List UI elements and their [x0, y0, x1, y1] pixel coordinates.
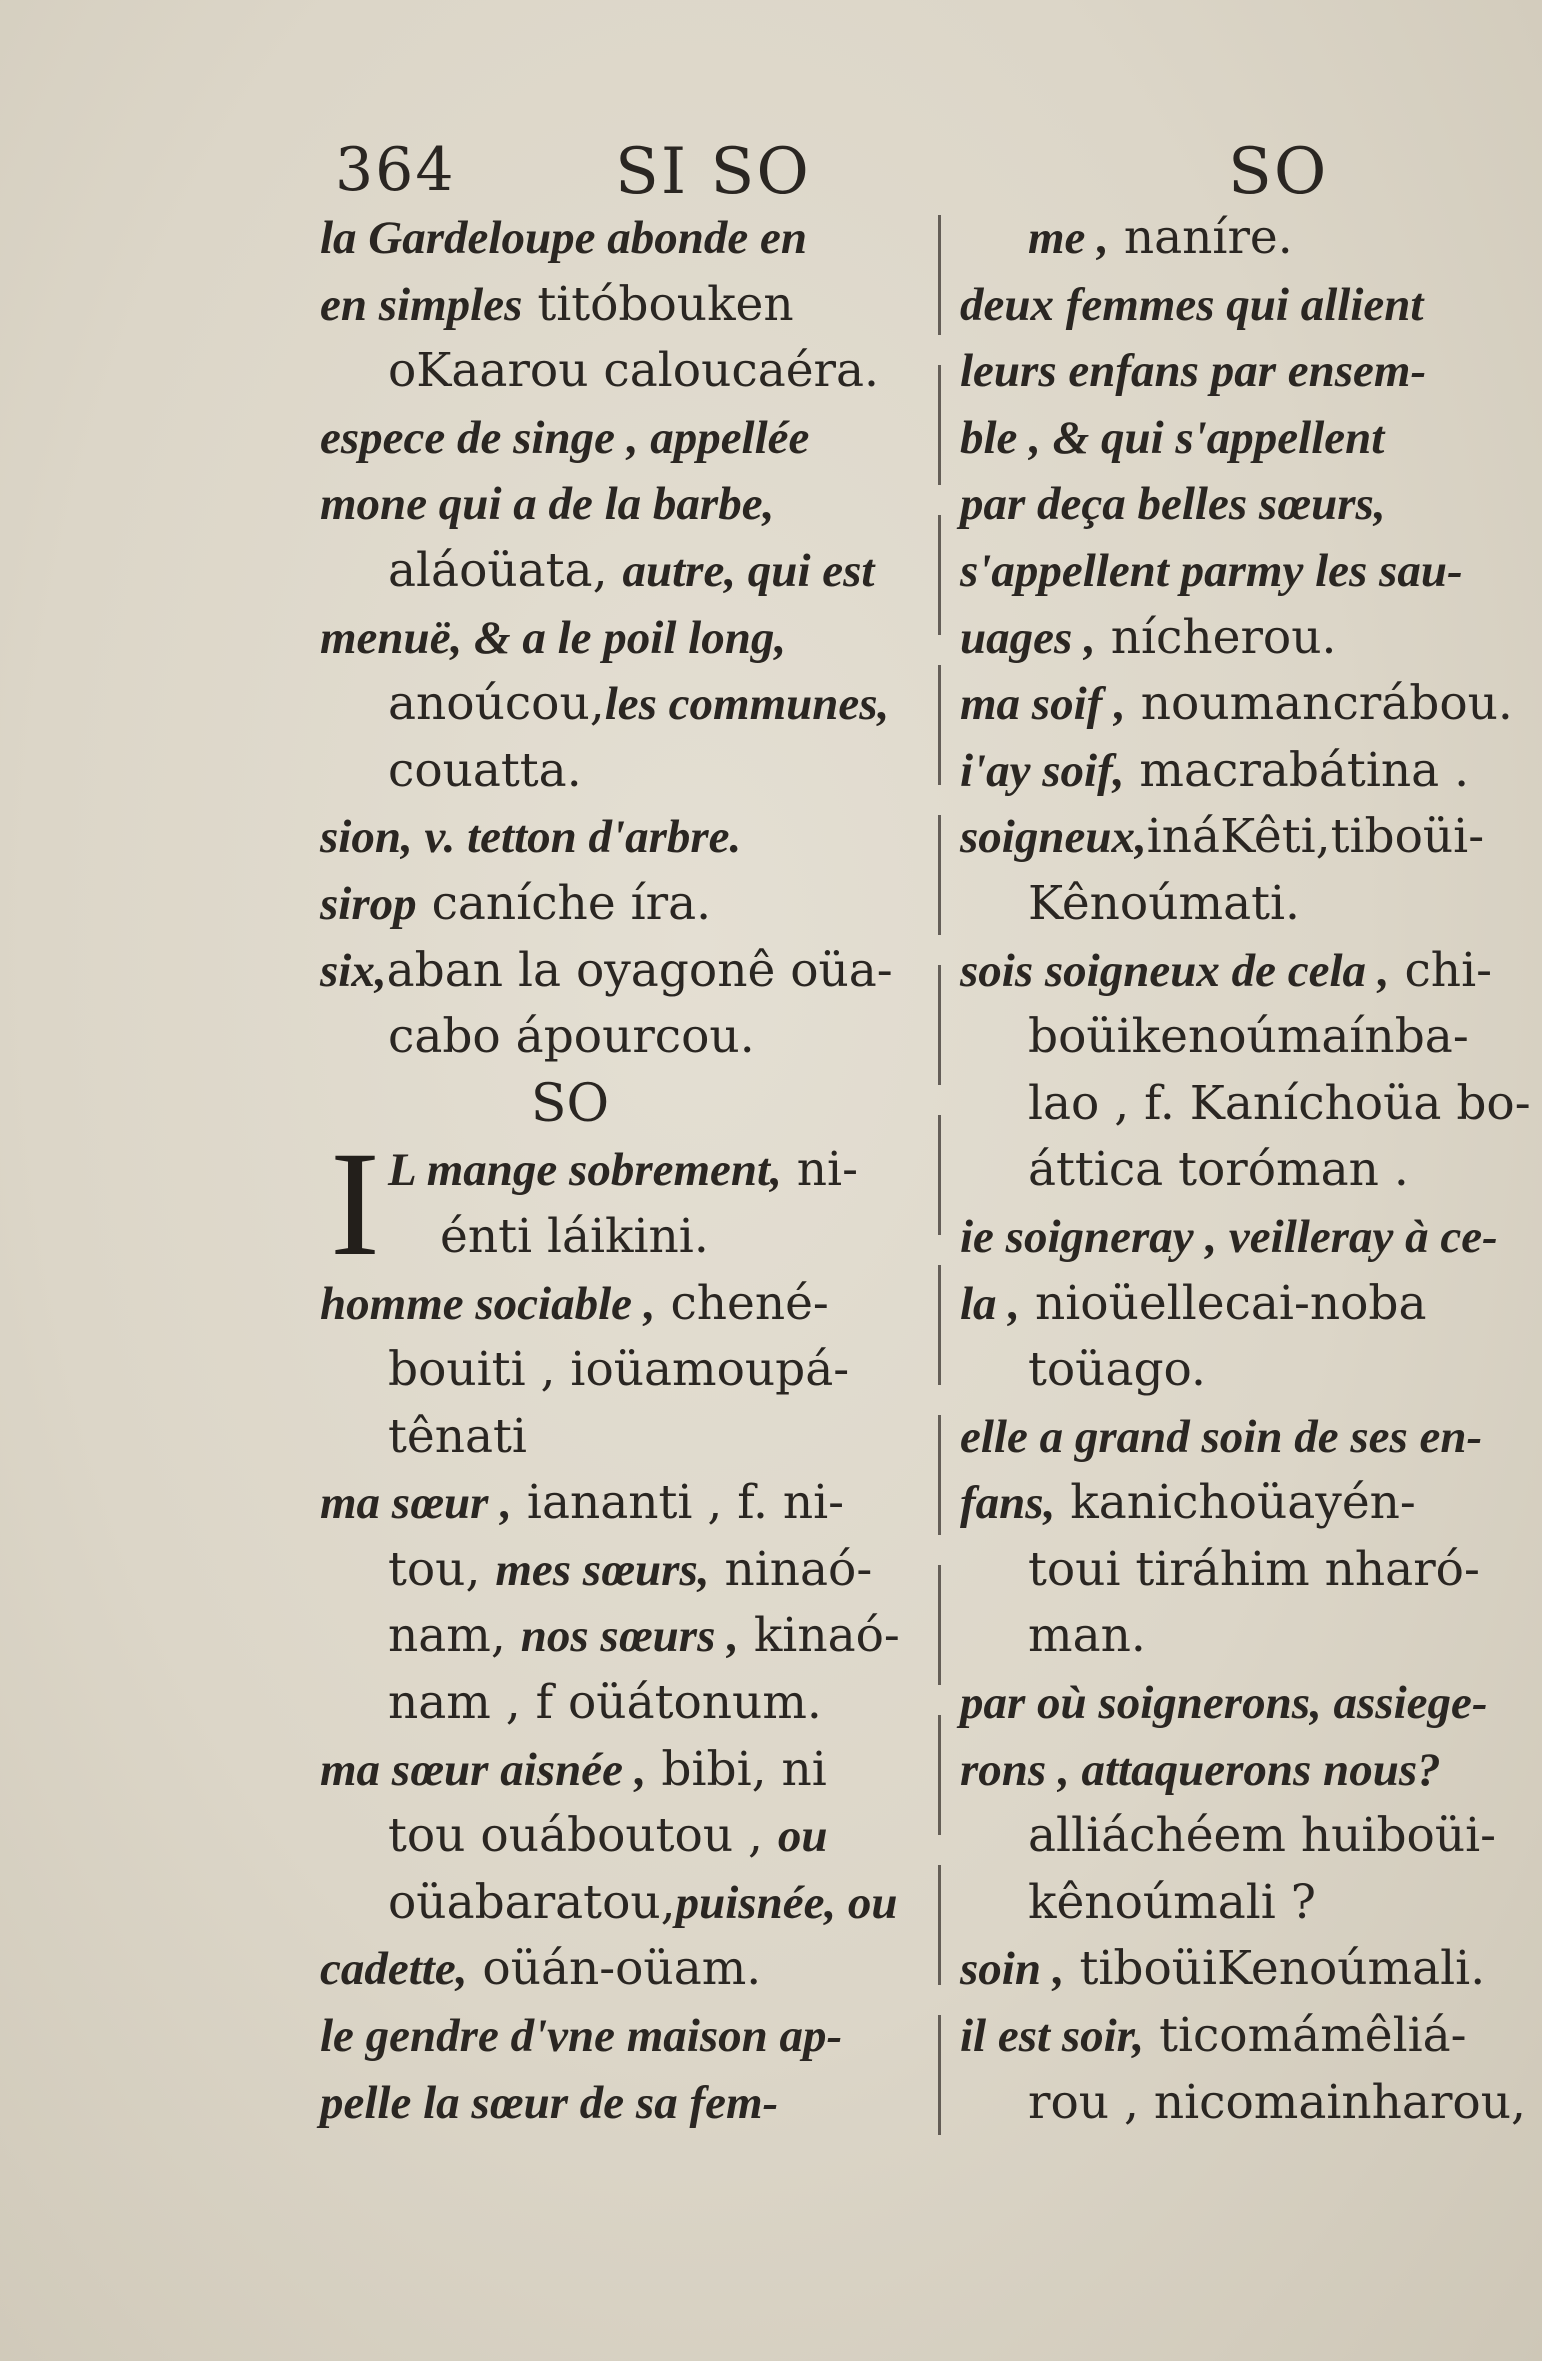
dictionary-line: [960, 1337, 1520, 1404]
french-term: cadette,: [320, 1943, 468, 1996]
french-term: mone qui a de la barbe,: [320, 478, 775, 531]
carib-term: iananti , f. ni-: [511, 1475, 845, 1531]
carib-term: ticomámêliá-: [1144, 2008, 1467, 2064]
french-term: mes sœurs,: [495, 1543, 710, 1596]
dictionary-line: [320, 338, 920, 405]
dictionary-line: [960, 471, 1520, 538]
french-term: par deça belles sœurs,: [960, 478, 1386, 531]
dictionary-line: [960, 1670, 1520, 1737]
carib-term: rou , nicomainharou,: [1028, 2074, 1526, 2130]
carib-term: toüago.: [1028, 1342, 1206, 1398]
french-term: la ,: [960, 1277, 1021, 1330]
dictionary-line: [320, 1803, 920, 1870]
carib-term: ni-: [781, 1142, 858, 1198]
french-term: ble , & qui s'appellent: [960, 411, 1385, 464]
french-term: espece de singe , appellée: [320, 411, 810, 464]
dictionary-line: [960, 1603, 1520, 1670]
dictionary-line: [960, 405, 1520, 472]
page-number: 364: [335, 135, 456, 205]
carib-term: oKaarou caloucaéra.: [388, 343, 879, 399]
french-term: ma sœur ,: [320, 1477, 512, 1530]
running-head-right: SO: [1228, 135, 1329, 209]
dictionary-line: [960, 1404, 1520, 1471]
dictionary-line: [320, 1204, 920, 1271]
french-term: ou: [777, 1810, 828, 1863]
dictionary-line: [320, 871, 920, 938]
dictionary-line: [960, 538, 1520, 605]
carib-term: toui tiráhim nharó-: [1028, 1541, 1480, 1597]
dictionary-line: [960, 205, 1520, 272]
carib-term: nícherou.: [1095, 609, 1337, 665]
carib-term: kanichoüayén-: [1055, 1475, 1416, 1531]
dictionary-line: [960, 1537, 1520, 1604]
carib-term: caníche íra.: [416, 875, 712, 931]
carib-term: anoúcou,: [388, 676, 605, 732]
french-term: fans,: [960, 1477, 1056, 1530]
dictionary-line: [320, 1337, 920, 1404]
carib-term: áttica toróman .: [1028, 1142, 1409, 1198]
dictionary-line: [960, 1803, 1520, 1870]
dictionary-line: [960, 738, 1520, 805]
french-term: menuë, & a le poil long,: [320, 611, 787, 664]
dictionary-line: [960, 671, 1520, 738]
french-term: L mange sobrement,: [388, 1144, 782, 1197]
carib-term: chené-: [655, 1275, 829, 1331]
carib-term: tênati: [388, 1408, 527, 1464]
carib-term: aláoüata,: [388, 542, 623, 598]
carib-term: chi-: [1389, 942, 1492, 998]
french-term: en simples: [320, 278, 523, 331]
french-term: elle a grand soin de ses en-: [960, 1410, 1483, 1463]
carib-term: lao , f. Kaníchoüa bo-: [1028, 1075, 1531, 1131]
french-term: deux femmes qui allient: [960, 278, 1424, 331]
dictionary-line: [960, 804, 1520, 871]
dictionary-line: [960, 272, 1520, 339]
dictionary-line: [320, 671, 920, 738]
french-term: la Gardeloupe abonde en: [320, 212, 807, 264]
dictionary-line: [960, 605, 1520, 672]
carib-term: naníre.: [1108, 210, 1293, 265]
dictionary-line: [320, 1870, 920, 1937]
dictionary-line: [320, 1737, 920, 1804]
french-term: pelle la sœur de sa fem-: [320, 2076, 779, 2129]
dictionary-line: [320, 2070, 920, 2137]
dictionary-line: [320, 1936, 920, 2003]
carib-term: macrabátina .: [1124, 742, 1470, 798]
dictionary-line: [320, 1271, 920, 1338]
carib-term: oüán-oüam.: [467, 1941, 762, 1997]
french-term: sois soigneux de cela ,: [960, 944, 1390, 997]
dictionary-line: [320, 272, 920, 339]
carib-term: kinaó-: [738, 1608, 900, 1664]
column-divider: [938, 215, 941, 2145]
carib-term: ináKêti,tiboüi-: [1146, 809, 1485, 865]
running-head-left: SI SO: [615, 135, 811, 209]
french-term: sirop: [320, 877, 417, 930]
carib-term: nioüellecai-noba: [1020, 1275, 1427, 1331]
carib-term: ninaó-: [709, 1541, 873, 1597]
dictionary-line: [960, 1870, 1520, 1937]
french-term: leurs enfans par ensem-: [960, 345, 1427, 398]
dictionary-line: [320, 1537, 920, 1604]
dictionary-line: [960, 1737, 1520, 1804]
dictionary-line: [320, 1137, 920, 1204]
french-term: homme sociable ,: [320, 1277, 656, 1330]
dictionary-line: [960, 1271, 1520, 1338]
dictionary-line: [960, 1137, 1520, 1204]
dictionary-line: [960, 871, 1520, 938]
dictionary-line: [320, 1404, 920, 1471]
french-term: ma soif ,: [960, 678, 1126, 731]
carib-term: nam,: [388, 1608, 521, 1664]
dictionary-line: [320, 738, 920, 805]
dictionary-line: [320, 1470, 920, 1537]
french-term: sion, v. tetton d'arbre.: [320, 811, 742, 864]
carib-term: noumancrábou.: [1125, 676, 1513, 732]
carib-term: titóbouken: [522, 276, 794, 332]
right-column: [960, 205, 1531, 2136]
drop-initial: I: [330, 1121, 380, 1288]
french-term: le gendre d'vne maison ap-: [320, 2010, 843, 2063]
dictionary-line: [960, 1204, 1520, 1271]
french-term: autre, qui est: [622, 544, 875, 597]
dictionary-line: [320, 538, 920, 605]
french-term: me ,: [1028, 212, 1109, 264]
carib-term: bibi, ni: [646, 1741, 827, 1797]
section-heading: SO: [530, 1073, 610, 1134]
french-term: ma sœur aisnée ,: [320, 1743, 647, 1796]
french-term: rons , attaquerons nous?: [960, 1743, 1441, 1796]
dictionary-line: [320, 804, 920, 871]
carib-term: cabo ápourcou.: [388, 1009, 755, 1065]
carib-term: alliáchéem huiboüi-: [1028, 1808, 1497, 1864]
carib-term: aban la oyagonê oüa-: [386, 942, 893, 998]
carib-term: tou,: [388, 1541, 496, 1597]
carib-term: tou ouáboutou ,: [388, 1808, 778, 1864]
carib-term: énti láikini.: [440, 1208, 709, 1264]
dictionary-line: [320, 205, 920, 272]
dictionary-line: [960, 1936, 1520, 2003]
dictionary-line: [960, 1071, 1531, 1138]
dictionary-line: [960, 938, 1520, 1005]
carib-term: nam , f oüátonum.: [388, 1675, 822, 1731]
dictionary-line: [320, 2003, 920, 2070]
left-column: [320, 205, 920, 2136]
french-term: soin ,: [960, 1943, 1065, 1996]
carib-term: tiboüiKenoúmali.: [1064, 1941, 1486, 1997]
french-term: six,: [320, 944, 387, 997]
carib-term: bouiti , ioüamoupá-: [388, 1342, 850, 1398]
dictionary-line: [960, 1004, 1520, 1071]
dictionary-line: [320, 1670, 920, 1737]
carib-term: Kênoúmati.: [1028, 875, 1300, 931]
dictionary-line: [320, 1004, 920, 1071]
dictionary-line: [960, 338, 1520, 405]
carib-term: man.: [1028, 1608, 1146, 1664]
french-term: soigneux,: [960, 811, 1147, 864]
dictionary-line: [960, 2070, 1526, 2137]
dictionary-line: [960, 1470, 1520, 1537]
dictionary-line: [320, 405, 920, 472]
dictionary-line: [320, 1071, 920, 1138]
dictionary-line: [320, 605, 920, 672]
dictionary-line: [960, 2003, 1520, 2070]
french-term: les communes,: [604, 678, 890, 731]
carib-term: boüikenoúmaínba-: [1028, 1009, 1469, 1065]
french-term: il est soir,: [960, 2010, 1145, 2063]
french-term: i'ay soif,: [960, 744, 1125, 797]
dictionary-line: [320, 938, 920, 1005]
french-term: uages ,: [960, 611, 1096, 664]
carib-term: couatta.: [388, 742, 582, 798]
french-term: par où soignerons, assiege-: [960, 1677, 1488, 1730]
carib-term: kênoúmali ?: [1028, 1874, 1316, 1930]
french-term: puisnée, ou: [675, 1876, 898, 1929]
dictionary-line: [320, 1603, 920, 1670]
french-term: s'appellent parmy les sau-: [960, 544, 1463, 597]
dictionary-line: [320, 471, 920, 538]
carib-term: oüabaratou,: [388, 1874, 676, 1930]
french-term: nos sœurs ,: [520, 1610, 739, 1663]
french-term: ie soigneray , veilleray à ce-: [960, 1210, 1498, 1263]
